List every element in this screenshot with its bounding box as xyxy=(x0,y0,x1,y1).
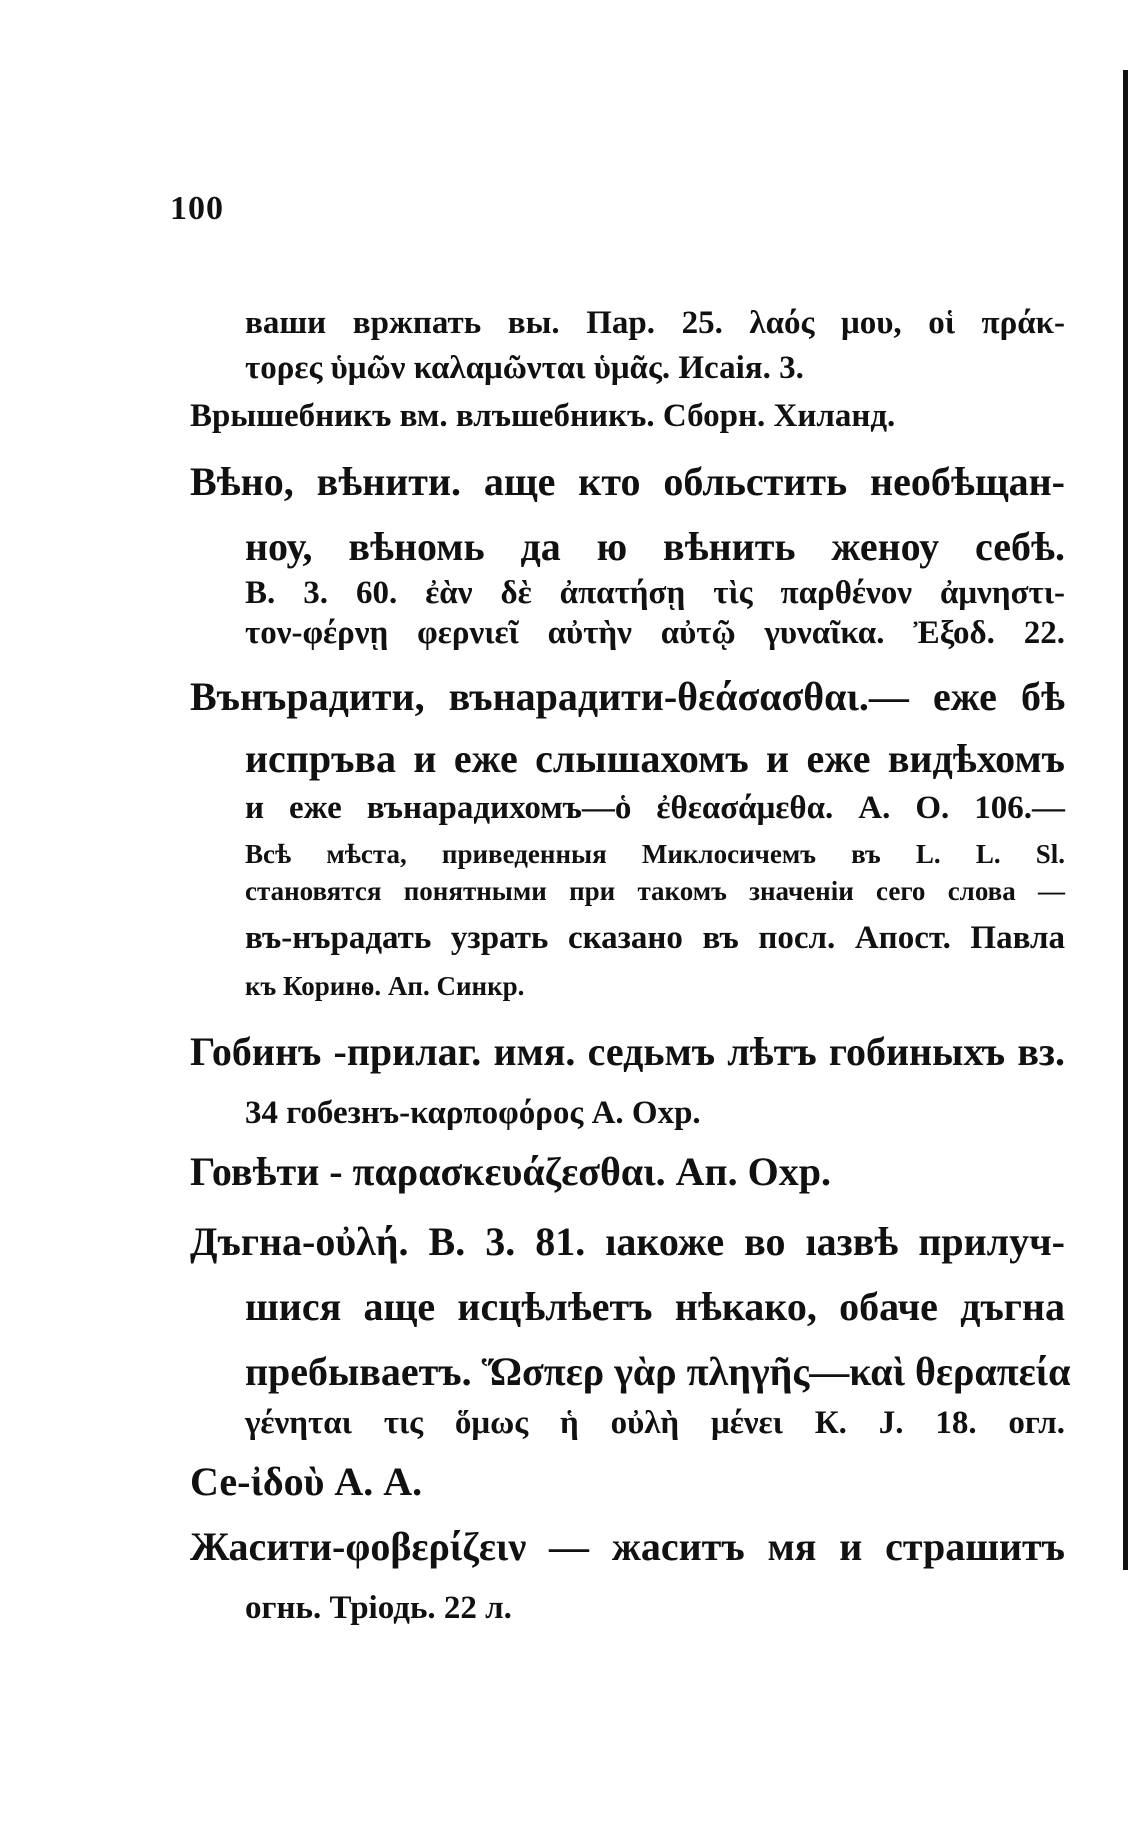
text-line: Гобинъ -прилаг. имя. седьмъ лѣтъ гобиныхъ вз. xyxy=(190,1029,1065,1074)
text-line: Жасити-φοβερίζειν — жаситъ мя и страшитъ xyxy=(190,1524,1065,1569)
page-edge-rule xyxy=(1123,70,1128,1570)
text-line: ваши вржпать вы. Пар. 25. λαός μου, οἱ πράκ- xyxy=(245,305,1065,341)
text-line: въ-нърадать узрать сказано въ посл. Апост. Павла xyxy=(245,920,1065,956)
text-line: τον-φέρνῃ φερνιεῖ αὐτὴν αὐτῷ γυναῖκα. Ἐξοδ. 22. xyxy=(245,615,1065,651)
text-line: становятся понятными при такомъ значеніи сего слова — xyxy=(245,876,1065,906)
text-line: Се-ἰδοὺ А. А. xyxy=(190,1459,423,1504)
text-line: огнь. Тріодь. 22 л. xyxy=(245,1590,512,1626)
text-line: пребываетъ. Ὥσπερ γὰρ πληγῆς—καὶ θεραπεία xyxy=(245,1349,1071,1394)
text-line: и еже вънарадихомъ—ὁ ἐθεασάμεθα. А. О. 106.— xyxy=(245,790,1065,826)
text-line: испръва и еже слышахомъ и еже видѣхомъ xyxy=(245,736,1065,781)
text-line: Вънърадити, вънарадити-θεάσασθαι.— еже бѣ xyxy=(190,674,1065,719)
text-line: Всѣ мѣста, приведенныя Миклосичемъ въ L. L. Sl. xyxy=(245,839,1065,869)
text-line: Дъгна-οὐλή. В. 3. 81. ıакоже во ıазвѣ прилуч- xyxy=(190,1219,1065,1264)
text-line: Вѣно, вѣнити. аще кто обльстить необѣщан- xyxy=(190,459,1065,504)
text-line: 34 гобезнъ-καρποφόρος А. Охр. xyxy=(245,1095,701,1131)
text-line: В. 3. 60. ἐὰν δὲ ἀπατήσῃ τὶς παρθένον ἀμνηστι- xyxy=(245,575,1065,611)
text-line: γένηται τις ὅμως ἡ οὐλὴ μένει К. J. 18. огл. xyxy=(245,1405,1065,1441)
text-line: шися аще исцѣлѣетъ нѣкако, обаче дъгна xyxy=(245,1284,1065,1329)
text-line: τορες ὑμῶν καλαμῶνται ὑμᾶς. Исаія. 3. xyxy=(245,350,804,386)
text-line: ноу, вѣномь да ю вѣнить женоу себѣ. xyxy=(245,524,1065,569)
text-line: Врышебникъ вм. влъшебникъ. Сборн. Хиланд. xyxy=(190,398,896,434)
page-number: 100 xyxy=(170,190,224,227)
text-line: къ Коринѳ. Ап. Синкр. xyxy=(245,971,525,1001)
text-line: Говѣти - παρασκευάζεσθαι. Ап. Охр. xyxy=(190,1149,831,1194)
